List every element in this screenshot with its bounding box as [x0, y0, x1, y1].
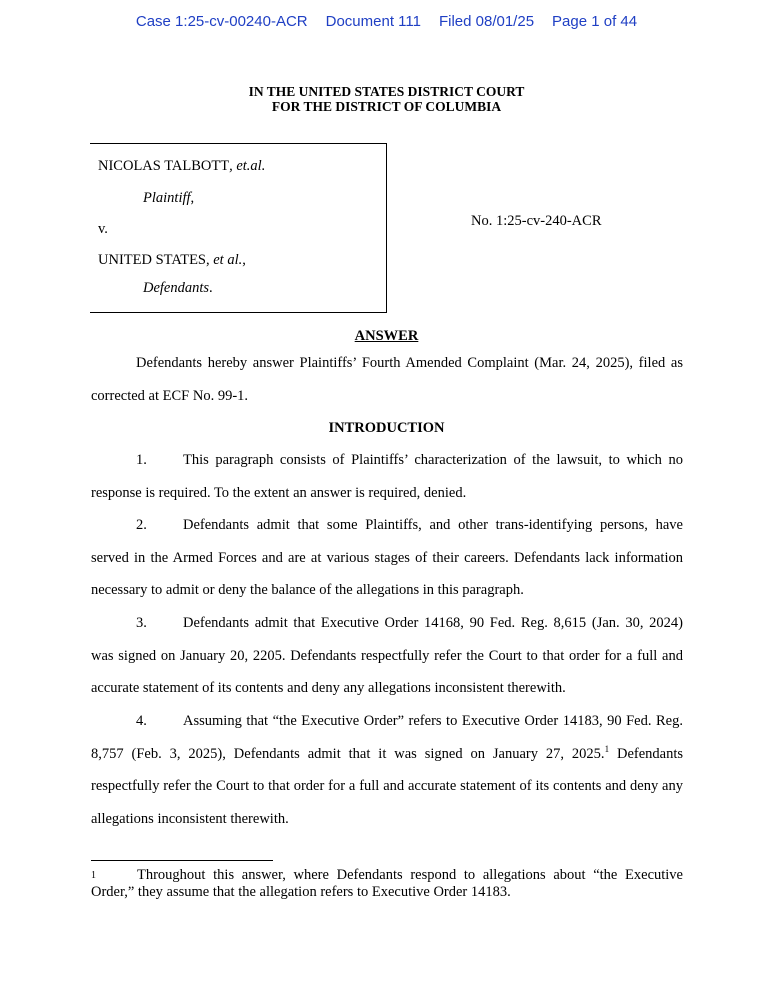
plaintiff-line: NICOLAS TALBOTT, et.al. — [98, 158, 266, 174]
paragraph-4: 4. Assuming that “the Executive Order” refers to Executive Order 14183, 90 Fed. Reg. 8,757 (Feb. 3, 2025), Defendants admit that it was signed on January 27, 2025.$^1$ Defendants respectfully refer the Court to that order for a full and accurate statement of its contents and deny any allegations inconsistent therewith. — [91, 713, 683, 827]
court-heading — [0, 84, 773, 114]
paragraph-3: 3. Defendants admit that Executive Order 14168, 90 Fed. Reg. 8,615 (Jan. 30, 2024) was signed on January 20, 2205. Defendants respectfully refer the Court to that order for a full and accurate statement of its contents and deny any allegations inconsistent therewith. — [91, 615, 683, 696]
versus: v. — [98, 221, 108, 237]
footnote-divider — [91, 860, 273, 861]
ecf-header — [0, 13, 773, 30]
page-indicator: Page 1 of 44 — [552, 13, 638, 30]
section-heading: INTRODUCTION — [328, 420, 445, 436]
paragraph-1: 1. This paragraph consists of Plaintiffs’ characterization of the lawsuit, to which no response is required. To the extent an answer is required, denied. — [91, 452, 683, 501]
footnote-number: 1 — [91, 870, 96, 881]
footnote-text: Throughout this answer, where Defendants respond to allegations about “the Executive Order,” they assume that the allegation refers to Executive Order 14183. — [91, 867, 683, 900]
filed-date: Filed 08/01/25 — [438, 13, 535, 30]
case-number: No. 1:25-cv-240-ACR — [471, 213, 602, 229]
document-title: ANSWER — [354, 328, 419, 344]
court-line-1: IN THE UNITED STATES DISTRICT COURT — [248, 84, 525, 99]
document-number: Document 111 — [325, 13, 421, 30]
footnote-reference[interactable]: 1 — [604, 743, 610, 754]
plaintiff-role: Plaintiff, — [143, 190, 195, 206]
court-line-2: FOR THE DISTRICT OF COLUMBIA — [271, 99, 502, 114]
intro-paragraph: Defendants hereby answer Plaintiffs’ Fourth Amended Complaint (Mar. 24, 2025), filed as corrected at ECF No. 99-1. — [91, 355, 683, 404]
defendant-line: UNITED STATES, et al., — [98, 252, 246, 268]
footnote — [91, 867, 683, 901]
case-caption — [90, 143, 387, 313]
case-number-header: Case 1:25-cv-00240-ACR — [135, 13, 308, 30]
defendant-role: Defendants. — [143, 280, 213, 296]
paragraph-2: 2. Defendants admit that some Plaintiffs, and other trans-identifying persons, have served in the Armed Forces and are at various stages of their careers. Defendants lack information necessary to admit or deny the balance of the allegations in this paragraph. — [91, 517, 683, 598]
